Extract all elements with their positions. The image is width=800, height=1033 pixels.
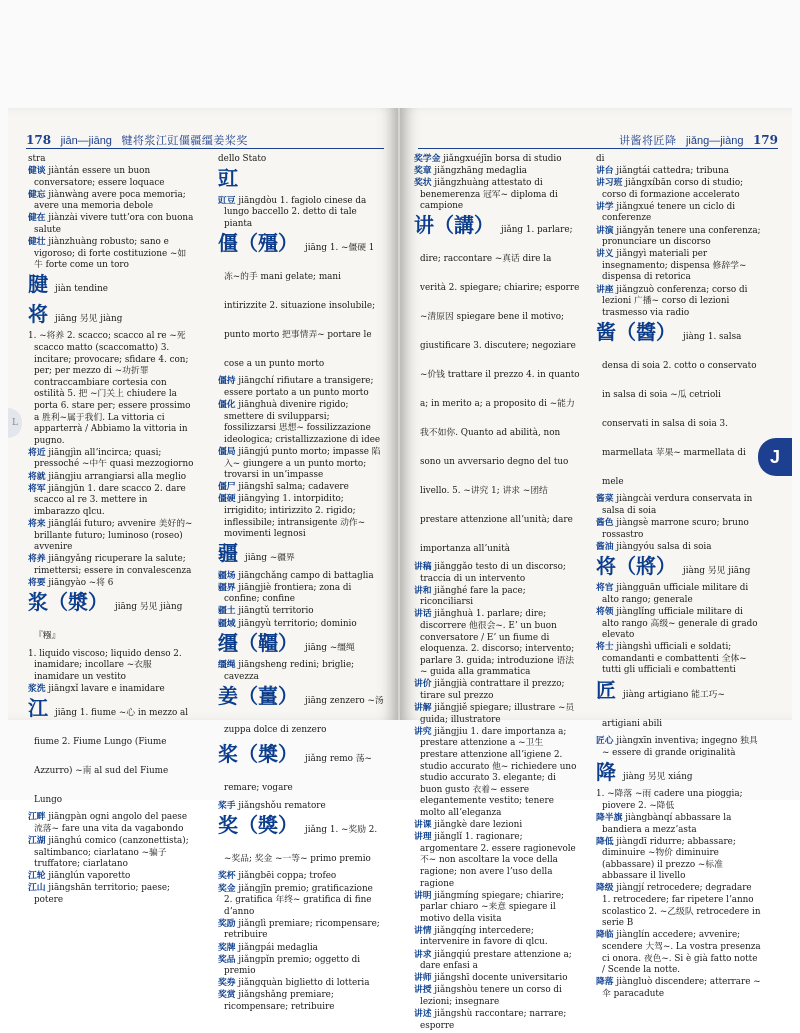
dictionary-entry (218, 919, 384, 942)
dictionary-entry (28, 472, 194, 484)
thumb-index-tab[interactable]: J (758, 438, 792, 476)
entry-headword: 降临 (596, 930, 614, 941)
dictionary-entry (28, 812, 194, 835)
right-page-header (418, 132, 778, 149)
entry-text: jiànzhuàng robusto; sano e vigoroso; di forte costituzione ~如牛 forte come un toro (34, 237, 187, 271)
dictionary-entry (218, 606, 384, 618)
entry-headword: 奖赏 (218, 990, 236, 1001)
dictionary-entry (218, 978, 384, 990)
entry-text: jiǎngyì materiali per insegnamento; dispensa 修辞学~ dispensa di retorica (602, 249, 747, 283)
entry-text: jiāngpàn ogni angolo del paese 流落~ fare una vita da vagabondo (34, 812, 188, 834)
entry-text: jiàngbànqí abbassare la bandiera a mezzʼasta (602, 812, 732, 835)
entry-text: jiǎnghuà 1. parlare; dire; discorrere 他很会~. Eʼ un buon conversatore / Eʼ un fiume di eloquenza. 2. discorso; intervento; parlare 3. guida; introduzione 语法~ guida alla grammatica (420, 609, 575, 678)
dictionary-entry (218, 990, 384, 1013)
entry-headword: 姜（薑） (218, 683, 298, 708)
entry-text: jiānglái futuro; avvenire 美好的~ brillante futuro; luminoso (roseo) avvenire (34, 518, 193, 553)
entry-headword: 酱菜 (596, 494, 614, 505)
entry-text: jiànglǐng ufficiale militare di alto rango 高级~ generale di grado elevato (602, 606, 758, 641)
entry-text: jiǎngjīn premio; gratificazione 2. gratifica 年终~ gratifica di fine dʼanno (224, 883, 373, 917)
right-page-number: 179 (752, 133, 778, 147)
dictionary-entry (596, 813, 762, 836)
entry-headword: 僵硬 (218, 494, 236, 505)
entry-headword: 讲台 (596, 166, 614, 177)
entry-headword: 浆洗 (28, 683, 46, 694)
dictionary-entry (28, 554, 194, 577)
dictionary-entry (414, 1009, 580, 1032)
dictionary-entry (414, 679, 580, 702)
entry-text: jiàngyóu salsa di soia (616, 541, 712, 552)
dictionary-entry (414, 154, 580, 166)
entry-headword: 缰绳 (218, 660, 236, 671)
entry-text: jiǎngshǒu rematore (238, 800, 326, 811)
dictionary-entry (596, 202, 762, 225)
entry-text: jiāng ~缰绳 (304, 642, 355, 653)
entry-headword: 将领 (596, 606, 614, 617)
headword-entry (218, 631, 384, 660)
entry-text: jiāngxǐ lavare e inamidare (48, 683, 165, 694)
entry-headword: 僵化 (218, 400, 236, 411)
headword-entry (596, 678, 762, 736)
dictionary-entry (28, 484, 194, 519)
entry-headword: 讲授 (414, 985, 432, 996)
entry-text: jiǎnglì premiare; ricompensare; retribuire (224, 918, 380, 941)
thumb-tab-left: L (8, 408, 22, 438)
entry-headword: 桨（槳） (218, 742, 298, 767)
dictionary-entry (414, 891, 580, 926)
entry-headword: 降 (596, 759, 616, 784)
entry-text: jiāng 1. fiume ~心 in mezzo al fiume 2. Fiume Lungo (Fiume Azzurro) ~南 al sud del Fiume Lungo (34, 707, 189, 805)
dictionary-entry (414, 586, 580, 609)
dictionary-entry (414, 727, 580, 820)
dictionary-entry (596, 166, 762, 178)
entry-headword: 降级 (596, 883, 614, 894)
entry-text: jiǎngshòu tenere un corso di lezioni; insegnare (420, 985, 562, 1007)
entry-text: jiǎng 1. parlare; dire; raccontare ~真话 dire la verità 2. spiegare; chiarire; esporre ~清原因 spiegare bene il motivo; giustificare 3. discutere; negoziare ~价钱 trattare il prezzo 4. in quanto a; in merito a; a proposito di ~能力我不如你. Quanto ad abilità, non sono un avversario degno del tuo livello. 5. ~讲究 1; 讲求 ~团结 prestare attenzione allʼunità; dare importanza allʼunità (420, 225, 580, 555)
entry-headword: 奖（獎） (218, 812, 298, 837)
dictionary-entry (596, 518, 762, 541)
entry-headword: 疆界 (218, 582, 236, 593)
entry-text: 1. ~将养 2. scacco; scacco al re ~死 scacco matto (scaccomatto) 3. incitare; provocare; sfidare 4. con; per; per mezzo di ~功折罪 contraccambiare cortesia con ostilità 5. 把 ~门关上 chiudere la porta 6. stare per; essere prossimo a 胜利~属于我们. La vittoria ci apparterrà / Abbiamo la vittoria in pugno. (28, 331, 191, 446)
entry-text: jiàngdī ridurre; abbassare; diminuire ~物价 diminuire (abbassare) il prezzo ~标准 abbassare il livello (602, 836, 736, 882)
headword-entry (218, 742, 384, 800)
entry-headword: 将养 (28, 554, 46, 565)
entry-headword: 奖牌 (218, 942, 236, 953)
entry-text: jiāngjūn 1. dare scacco 2. dare scacco al re 3. mettere in imbarazzo qlcu. (34, 483, 186, 517)
entry-headword: 酱（醬） (596, 319, 676, 344)
headword-entry (28, 696, 194, 812)
entry-text: jiǎnggǎo testo di un discorso; traccia di un intervento (420, 561, 566, 584)
dictionary-entry (218, 660, 384, 683)
entry-text: jiǎngyǎn tenere una conferenza; pronunciare un discorso (602, 225, 761, 248)
entry-text: jiāngdòu 1. fagiolo cinese da lungo baccello 2. detto di tale pianta (224, 195, 367, 229)
dictionary-entry (218, 494, 384, 540)
entry-text: jiāng zenzero ~汤 zuppa dolce di zenzero (224, 695, 384, 735)
entry-text: jiǎngzuò conferenza; corso di lezioni 广播~ corso di lezioni trasmesso via radio (602, 284, 748, 318)
entry-headword: 江山 (28, 883, 46, 894)
entry-headword: 桨手 (218, 800, 236, 811)
entry-text: jiāngyìng 1. intorpidito; irrigidito; intirizzito 2. rigido; inflessibile; intransigente 动作~ movimenti legnosi (224, 494, 366, 540)
entry-text: jiǎnghé fare la pace; riconciliarsi (420, 585, 526, 608)
dictionary-entry (414, 973, 580, 985)
dictionary-entry (28, 883, 194, 906)
entry-headword: 奖杯 (218, 871, 236, 882)
entry-headword: 讲情 (414, 925, 432, 936)
dictionary-entry (28, 649, 194, 684)
entry-text: jiǎngpǐn premio; oggetto di premio (224, 954, 361, 977)
entry-headword: 将来 (28, 518, 46, 529)
dictionary-entry (28, 684, 194, 696)
entry-headword: 讲（講） (414, 213, 494, 238)
entry-headword: 讲师 (414, 973, 432, 984)
left-column-1 (28, 154, 194, 907)
dictionary-entry (218, 571, 384, 583)
entry-headword: 讲明 (414, 890, 432, 901)
entry-headword: 将军 (28, 483, 46, 494)
entry-text: jiāng 1. ~僵硬 1 冻~的手 mani gelate; mani intirizzite 2. situazione insolubile; punto morto 把事情弄~ portare le cose a un punto morto (224, 242, 376, 369)
dictionary-entry (596, 736, 762, 759)
entry-text: jiǎngjià contrattare il prezzo; tirare sul prezzo (420, 679, 565, 701)
entry-headword: 奖金 (218, 883, 236, 894)
dictionary-entry (414, 166, 580, 178)
dictionary-entry (596, 583, 762, 606)
right-column-2 (596, 154, 762, 1001)
entry-text: dello Stato (218, 154, 267, 164)
dictionary-entry (28, 578, 194, 590)
entry-headword: 讲稿 (414, 561, 432, 572)
dictionary-entry (28, 190, 194, 213)
entry-text: jiāng ~疆界 (244, 553, 295, 564)
left-page (8, 108, 398, 1012)
entry-headword: 将官 (596, 583, 614, 594)
dictionary-entry (218, 154, 384, 166)
entry-headword: 疆土 (218, 606, 236, 617)
entry-text: di (596, 154, 605, 164)
entry-text: jiàngjí retrocedere; degradare 1. retrocedere; far ripetere lʼanno scolastico 2. ~乙级队 retrocedere in serie B (602, 883, 761, 929)
entry-headword: 豇豆 (218, 195, 236, 206)
entry-text: jiǎngpái medaglia (238, 942, 318, 953)
entry-headword: 讲价 (414, 679, 432, 690)
headword-entry (28, 590, 194, 648)
dictionary-entry (596, 494, 762, 517)
entry-text: jiāngchǎng campo di battaglia (238, 570, 374, 581)
entry-text: jiàng 另见 xiáng (622, 771, 693, 782)
entry-text: jiǎngmíng spiegare; chiarire; parlar chiaro ~来意 spiegare il motivo della visita (420, 890, 564, 924)
entry-text: jiǎngtái cattedra; tribuna (616, 166, 729, 177)
dictionary-entry (596, 607, 762, 642)
dictionary-entry (596, 930, 762, 976)
headword-entry (218, 541, 384, 570)
entry-headword: 江 (28, 695, 48, 720)
left-page-header-chars: 犍将浆江豇僵疆缰姜桨奖 (121, 134, 248, 147)
entry-text: jiāngjìn allʼincirca; quasi; pressoché ~中午 quasi mezzogiorno (34, 447, 194, 470)
entry-text: jiǎngqíng intercedere; intervenire in favore di qlcu. (420, 925, 548, 948)
entry-headword: 降低 (596, 836, 614, 847)
dictionary-entry (28, 154, 194, 166)
entry-text: jiànwàng avere poca memoria; avere una memoria debole (34, 189, 186, 212)
entry-text: jiǎngxíbān corso di studio; corso di formazione accelerato (602, 178, 744, 200)
entry-text: jiǎngshī docente universitario (434, 973, 568, 984)
headword-entry (218, 684, 384, 742)
left-page-header (26, 132, 384, 149)
entry-text: jiāngchí rifiutare a transigere; essere portato a un punto morto (224, 376, 374, 398)
entry-text: jiǎnglǐ 1. ragionare; argomentare 2. essere ragionevole 不~ non ascoltare la voce della ragione; non avere lʼuso della ragione (420, 832, 576, 889)
entry-headword: 降落 (596, 977, 614, 988)
dictionary-entry (218, 583, 384, 606)
dictionary-entry (218, 871, 384, 883)
dictionary-entry (218, 619, 384, 631)
entry-text: jiānghú comico (canzonettista); saltimbanco; ciarlatano ~骗子 truffatore; ciarlatano (34, 836, 189, 870)
entry-headword: 讲演 (596, 225, 614, 236)
dictionary-entry (28, 331, 194, 447)
entry-text: jiàn tendine (54, 284, 108, 295)
entry-text: jiāngyǎng ricuperare la salute; rimettersi; essere in convalescenza (34, 554, 192, 576)
entry-text: stra (28, 154, 46, 164)
entry-headword: 疆 (218, 541, 238, 566)
entry-headword: 讲和 (414, 585, 432, 596)
entry-text: jiāng 另见 jiàng (54, 313, 123, 324)
entry-headword: 健壮 (28, 237, 46, 248)
entry-text: jiǎngxuéjīn borsa di studio (443, 154, 562, 164)
entry-headword: 将 (28, 301, 48, 326)
entry-headword: 讲理 (414, 832, 432, 843)
entry-text: jiàng 另见 jiāng (682, 565, 751, 576)
entry-headword: 降半旗 (596, 812, 623, 823)
entry-text: jiǎngqiú prestare attenzione a; dare enfasi a (420, 949, 572, 972)
dictionary-entry (218, 196, 384, 231)
entry-headword: 讲习班 (596, 178, 623, 189)
entry-headword: 奖状 (414, 178, 432, 189)
dictionary-entry (218, 884, 384, 919)
entry-text: jiǎngquàn biglietto di lotteria (238, 978, 370, 989)
entry-headword: 将（將） (596, 553, 676, 578)
dictionary-entry (414, 950, 580, 973)
dictionary-entry (28, 836, 194, 871)
dictionary-entry (596, 883, 762, 929)
dictionary-entry (218, 801, 384, 813)
left-page-range: jiān—jiāng (60, 135, 112, 147)
right-page-range: jiǎng—jiàng (685, 135, 744, 147)
entry-headword: 浆（漿） (28, 590, 108, 614)
right-page-header-chars: 讲酱将匠降 (618, 134, 677, 147)
dictionary-entry (28, 519, 194, 554)
dictionary-entry (596, 789, 762, 812)
entry-headword: 健在 (28, 213, 46, 224)
left-page-number: 178 (26, 133, 52, 147)
entry-text: jiāngyù territorio; dominio (238, 618, 357, 629)
entry-text: jiǎngbēi coppa; trofeo (238, 871, 337, 882)
right-column-1 (414, 154, 580, 1033)
dictionary-entry (596, 178, 762, 201)
entry-text: jiāngshī salma; cadavere (238, 482, 349, 493)
headword-entry (596, 760, 762, 789)
entry-text: jiǎngkè dare lezioni (434, 820, 523, 831)
entry-text: jiàngluò discendere; atterrare ~伞 paracadute (602, 977, 761, 999)
dictionary-entry (218, 447, 384, 482)
dictionary-entry (414, 609, 580, 679)
entry-text: jiǎng remo 荡~ remare; vogare (224, 754, 372, 794)
entry-text: jiǎngjiu 1. dare importanza a; prestare attenzione a ~卫生 prestare attenzione allʼigiene 2. studio accurato 他~ richiedere uno studio accurato 3. elegante; di buon gusto 衣着~ essere elegantemente vestito; tenere molto allʼeleganza (420, 726, 577, 818)
entry-text: jiānghuà divenire rigido; smettere di svilupparsi; fossilizzarsi 思想~ fossilizzazione ideologica; cristallizzazione di idee (224, 400, 381, 445)
dictionary-entry (414, 178, 580, 213)
entry-text: jiǎngzhāng medaglia (434, 166, 528, 177)
dictionary-entry (28, 448, 194, 471)
entry-text: 1. ~降落 ~雨 cadere una pioggia; piovere 2. ~降低 (596, 789, 743, 811)
entry-text: jiàngxīn inventiva; ingegno 独具~ essere di grande originalità (602, 736, 758, 758)
entry-headword: 酱色 (596, 518, 614, 528)
dictionary-entry (414, 832, 580, 890)
entry-text: 1. liquido viscoso; liquido denso 2. inamidare; incollare ~衣服 inamidare un vestito (28, 648, 182, 682)
entry-headword: 江畔 (28, 812, 46, 823)
entry-text: jiāngtǔ territorio (238, 606, 314, 617)
entry-text: jiāngsheng redini; briglie; cavezza (224, 660, 355, 682)
entry-headword: 奖品 (218, 954, 236, 965)
entry-headword: 江湖 (28, 836, 46, 847)
entry-text: jiàngshì ufficiali e soldati; comandanti e combattenti 全体~ tutti gli ufficiali e combattenti (602, 642, 747, 676)
left-column-2 (218, 154, 384, 1014)
entry-headword: 奖券 (218, 978, 236, 989)
dictionary-entry (218, 943, 384, 955)
entry-headword: 缰（韁） (218, 630, 298, 655)
entry-text: jiāngyào ~将 6 (48, 577, 114, 588)
dictionary-entry (218, 955, 384, 978)
entry-headword: 讲求 (414, 949, 432, 960)
dictionary-entry (414, 703, 580, 726)
entry-headword: 匠 (596, 677, 616, 702)
entry-text: jiāngjiè frontiera; zona di confine; confine (224, 582, 352, 605)
entry-text: jiāngshān territorio; paese; potere (34, 883, 171, 906)
headword-entry (596, 554, 762, 583)
entry-headword: 讲话 (414, 609, 432, 620)
entry-headword: 腱 (28, 272, 48, 297)
headword-entry (28, 272, 194, 301)
entry-text: jiǎngxué tenere un ciclo di conferenze (602, 201, 736, 224)
entry-text: jiāngjiu arrangiarsi alla meglio (48, 471, 187, 482)
dictionary-entry (596, 249, 762, 284)
entry-headword: 疆域 (218, 618, 236, 629)
dictionary-entry (596, 977, 762, 1000)
entry-text: jiāngjú punto morto; impasse 陷入~ giungere a un punto morto; trovarsi in unʼimpasse (224, 446, 381, 481)
entry-headword: 讲究 (414, 726, 432, 737)
headword-entry (596, 320, 762, 494)
entry-headword: 将近 (28, 447, 46, 458)
dictionary-entry (28, 213, 194, 236)
entry-headword: 讲课 (414, 820, 432, 831)
entry-headword: 酱油 (596, 541, 614, 552)
entry-headword: 豇 (218, 166, 238, 191)
entry-text: jiǎng 1. ~奖励 2. ~奖品; 奖金 ~一等~ primo premio (224, 824, 378, 864)
entry-headword: 匠心 (596, 736, 614, 747)
entry-text: jiǎngshǎng premiare; ricompensare; retribuire (224, 990, 335, 1012)
headword-entry (28, 302, 194, 331)
right-page (400, 108, 792, 1031)
entry-headword: 僵局 (218, 446, 236, 457)
dictionary-entry (596, 154, 762, 166)
dictionary-entry (28, 237, 194, 272)
entry-headword: 江轮 (28, 871, 46, 882)
entry-headword: 奖学金 (414, 154, 441, 164)
dictionary-entry (596, 642, 762, 677)
dictionary-entry (596, 226, 762, 249)
entry-text: jiǎngzhuàng attestato di benemerenza 冠军~ diploma di campione (420, 178, 558, 212)
entry-headword: 疆场 (218, 570, 236, 581)
dictionary-entry (414, 820, 580, 832)
dictionary-entry (414, 926, 580, 949)
entry-headword: 僵持 (218, 376, 236, 387)
dictionary-entry (596, 285, 762, 320)
entry-headword: 讲义 (596, 249, 614, 260)
headword-entry (218, 813, 384, 871)
entry-headword: 健忘 (28, 189, 46, 200)
entry-headword: 僵（殭） (218, 230, 298, 255)
entry-text: jiàntán essere un buon conversatore; essere loquace (34, 166, 165, 188)
entry-headword: 将就 (28, 471, 46, 482)
dictionary-entry (218, 482, 384, 494)
entry-text: jiǎngshù raccontare; narrare; esporre (420, 1009, 567, 1031)
entry-text: jiànglín accedere; avvenire; scendere 大驾~. La vostra presenza ci onora. 夜色~. Si è già fatto notte / Scende la notte. (602, 930, 761, 976)
entry-headword: 讲学 (596, 201, 614, 212)
headword-entry (414, 213, 580, 561)
entry-text: jiāng 另见 jiàng 『糨』 (34, 602, 183, 641)
entry-text: jiàngcài verdura conservata in salsa di soia (602, 494, 753, 516)
entry-text: jiàng artigiano 能工巧~ artigiani abili (602, 689, 725, 729)
entry-headword: 将要 (28, 577, 46, 588)
dictionary-entry (218, 400, 384, 446)
entry-headword: 讲座 (596, 284, 614, 295)
entry-headword: 健谈 (28, 166, 46, 177)
dictionary-entry (414, 562, 580, 585)
entry-headword: 僵尸 (218, 482, 236, 493)
dictionary-entry (596, 542, 762, 554)
entry-headword: 将士 (596, 642, 614, 653)
headword-entry (218, 166, 384, 195)
entry-text: jiǎngjiě spiegare; illustrare ~员 guida; illustratore (420, 703, 575, 725)
entry-headword: 讲述 (414, 1009, 432, 1020)
entry-headword: 讲解 (414, 703, 432, 714)
entry-text: jiànzài vivere tuttʼora con buona salute (34, 213, 194, 236)
headword-entry (218, 231, 384, 376)
dictionary-entry (414, 985, 580, 1008)
entry-text: jiàngsè marrone scuro; bruno rossastro (602, 518, 749, 540)
dictionary-entry (218, 376, 384, 399)
entry-text: jiàng 1. salsa densa di soia 2. cotto o conservato in salsa di soia ~瓜 cetrioli conservati in salsa di soia 3. marmellata 苹果~ marmellata di mele (602, 331, 757, 487)
entry-headword: 奖章 (414, 166, 432, 177)
entry-text: jiàngguān ufficiale militare di alto rango; generale (602, 583, 749, 605)
entry-headword: 奖励 (218, 918, 236, 929)
dictionary-entry (28, 166, 194, 189)
dictionary-entry (28, 871, 194, 883)
dictionary-entry (596, 837, 762, 883)
entry-text: jiānglún vaporetto (48, 871, 131, 882)
